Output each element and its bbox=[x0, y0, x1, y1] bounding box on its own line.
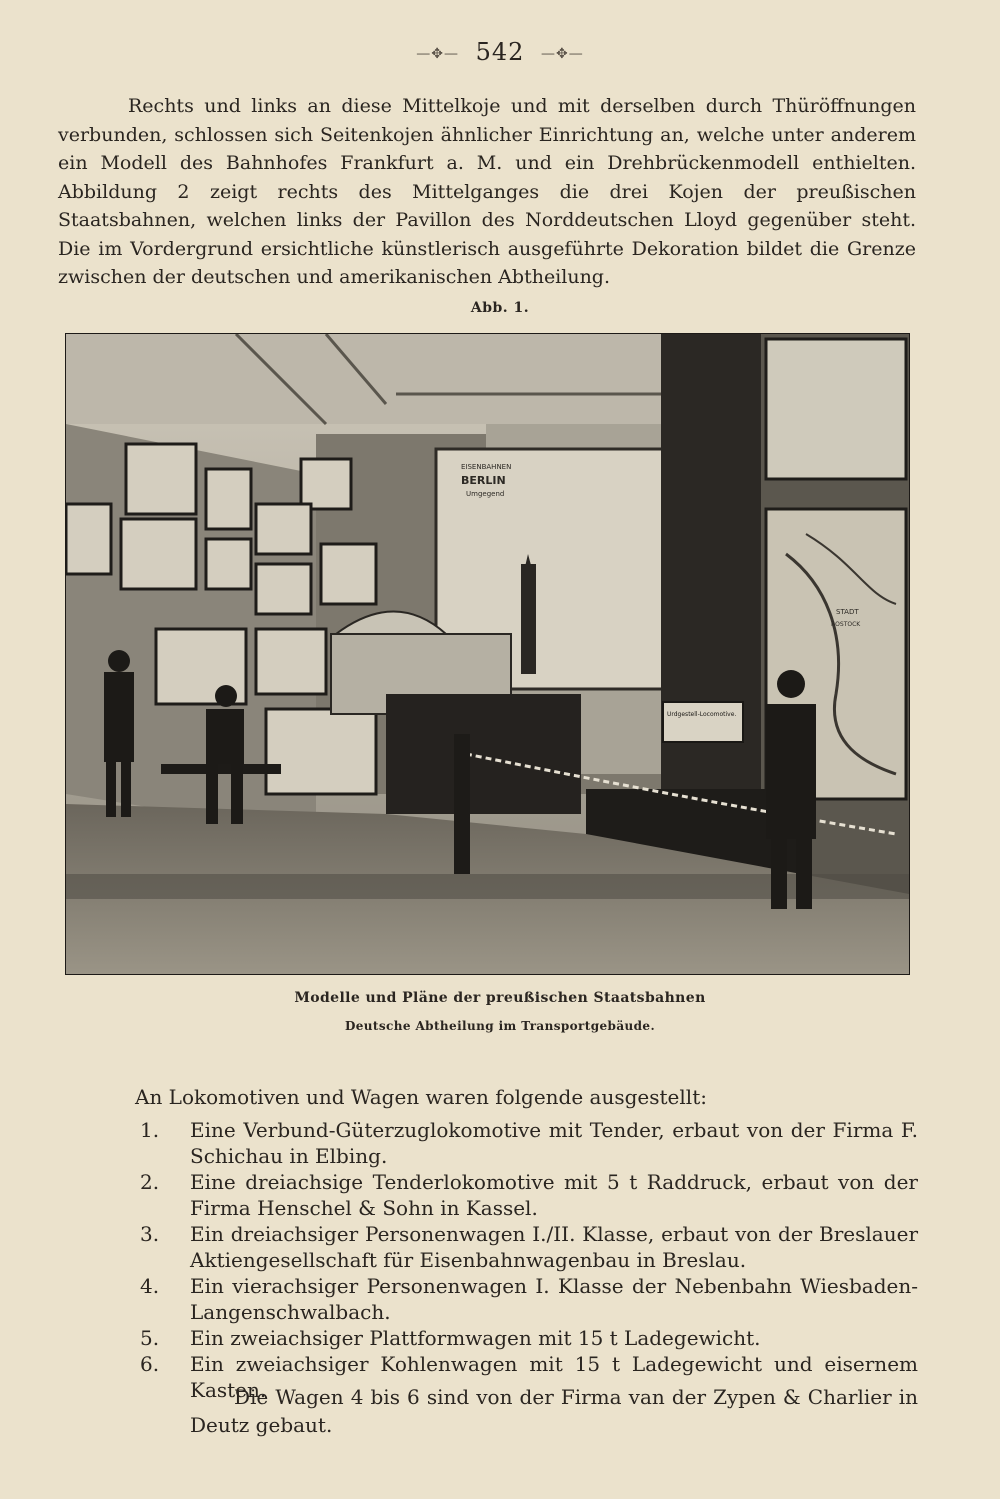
list-item bbox=[140, 1169, 918, 1221]
figure-subcaption: Deutsche Abtheilung im Transportgebäude. bbox=[344, 1019, 656, 1033]
list-item-number: 2. bbox=[140, 1170, 160, 1194]
closing-paragraph: Die Wagen 4 bis 6 sind von der Firma van der Zypen & Charlier in Deutz gebaut. bbox=[190, 1385, 918, 1437]
list-item bbox=[140, 1117, 918, 1169]
list-item-text: Ein vierachsiger Personenwagen I. Klasse der Nebenbahn Wiesbaden-Langenschwalbach. bbox=[190, 1274, 918, 1324]
list-item-number: 1. bbox=[140, 1118, 160, 1142]
display-table bbox=[386, 694, 581, 814]
barrier-post bbox=[454, 734, 470, 874]
berlin-map-title-text: BERLIN bbox=[461, 474, 506, 487]
right-upper-map bbox=[766, 339, 906, 479]
bench bbox=[161, 764, 281, 774]
list-item-number: 3. bbox=[140, 1222, 160, 1246]
exhibit-list bbox=[140, 1117, 918, 1403]
locomotive-sign bbox=[663, 702, 743, 742]
ornament-right: —✥— bbox=[541, 45, 584, 62]
list-item-text: Ein dreiachsiger Personenwagen I./II. Klasse, erbaut von der Breslauer Aktiengesellschaft für Eisenbahnwagenbau in Breslau. bbox=[190, 1222, 918, 1272]
figure-label: Abb. 1. bbox=[470, 300, 530, 316]
list-item bbox=[140, 1325, 918, 1351]
list-intro: An Lokomotiven und Wagen waren folgende ausgestellt: bbox=[135, 1085, 707, 1109]
list-item-text: Eine Verbund-Güterzuglokomotive mit Tender, erbaut von der Firma F. Schichau in Elbing. bbox=[190, 1118, 918, 1168]
berlin-map-sub-text: Umgegend bbox=[466, 490, 505, 498]
page-number-value: 542 bbox=[475, 38, 525, 66]
body-paragraph: Rechts und links an diese Mittelkoje und mit derselben durch Thüröffnungen verbunden, schlossen sich Seitenkojen ähnlicher Einrichtung an, welche unter anderem ein Modell des Bahnhofes Frankfurt a. M. und ein Drehbrückenmodell enthielten. Abbildung 2 zeigt rechts des Mittelganges die drei Kojen der preußischen Staatsbahnen, welchen links der Pavillon des Norddeutschen Lloyd gegenüber steht. Die im Vordergrund ersichtliche künstlerisch ausgeführte Dekoration bildet die Grenze zwischen der deutschen und amerikanischen Abtheilung. bbox=[58, 95, 916, 288]
list-item-text: Ein zweiachsiger Plattformwagen mit 15 t Ladegewicht. bbox=[190, 1326, 761, 1350]
list-item-number: 4. bbox=[140, 1274, 160, 1298]
list-item bbox=[140, 1273, 918, 1325]
page-number bbox=[0, 38, 1000, 66]
list-item-number: 6. bbox=[140, 1352, 160, 1376]
city-map-sub: ROSTOCK bbox=[831, 621, 861, 628]
city-map-title: STADT bbox=[836, 608, 859, 616]
exhibition-photograph bbox=[65, 333, 910, 975]
ornament-left: —✥— bbox=[416, 45, 459, 62]
list-item-text: Eine dreiachsige Tenderlokomotive mit 5 t Raddruck, erbaut von der Firma Henschel & Sohn in Kassel. bbox=[190, 1170, 918, 1220]
list-item bbox=[140, 1221, 918, 1273]
berlin-map-top-text: EISENBAHNEN bbox=[461, 463, 512, 471]
list-item-number: 5. bbox=[140, 1326, 160, 1350]
list-item-text: Ein zweiachsiger Kohlenwagen mit 15 t Ladegewicht und eisernem Kasten. bbox=[190, 1352, 918, 1402]
locomotive-sign-text: Urdgestell-Locomotive. bbox=[667, 711, 737, 718]
figure-caption: Modelle und Pläne der preußischen Staatsbahnen bbox=[294, 990, 706, 1006]
